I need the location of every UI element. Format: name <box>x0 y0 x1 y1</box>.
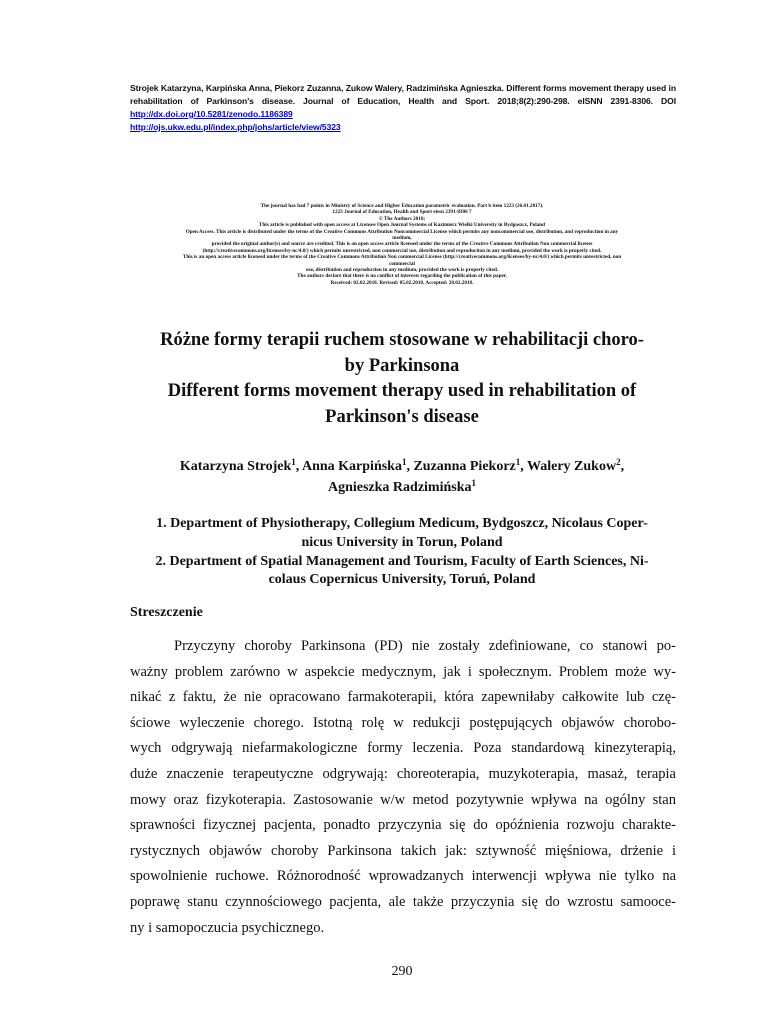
citation-block <box>130 82 676 134</box>
license-line: Open Access. This article is distributed under the terms of the Creative Commons Attribution Noncommercial License which permits any noncommercial use, distribution, and reproduction in any <box>185 228 619 235</box>
license-line: commercial <box>389 260 415 267</box>
author-name: Katarzyna Strojek <box>179 459 292 474</box>
article-url-link[interactable]: http://ojs.ukw.edu.pl/index.php/johs/article/view/5323 <box>130 122 341 132</box>
title-line-english: Different forms movement therapy used in rehabilitation of <box>167 381 637 401</box>
author-separator: , <box>406 459 414 474</box>
abstract-line: sprawności fizycznej pacjenta, ponadto przyczynia się do opóźnienia rozwoju charakte- <box>130 817 676 834</box>
author-list <box>128 456 676 498</box>
abstract-line: nikać z faktu, że nie opracowano farmakoterapii, która zapewniłaby całkowite lub czę- <box>130 689 676 706</box>
author-name: Agnieszka Radzimińska <box>327 480 472 495</box>
paper-title <box>128 328 676 430</box>
affiliation-line: 2. Department of Spatial Management and Tourism, Faculty of Earth Sciences, Ni- <box>155 553 649 569</box>
title-line-polish: Różne formy terapii ruchem stosowane w rehabilitacji choro- <box>160 330 644 350</box>
license-line: provided the original author(s) and source are credited. This is an open access article licensed under the terms of the Creative Commons Attribution Non commercial license <box>211 241 593 248</box>
affiliation-marker: 1 <box>291 457 296 467</box>
license-line: Received: 02.02.2018. Revised: 05.02.2018. Accepted: 28.02.2018. <box>330 279 474 286</box>
author-name: Walery Zukow <box>527 459 617 474</box>
author-separator: , <box>520 459 527 474</box>
affiliation-marker: 2 <box>616 457 621 467</box>
affiliation-line: nicus University in Torun, Poland <box>301 534 503 550</box>
abstract-line: ny i samopoczucia psychicznego. <box>130 919 325 936</box>
author-name: Anna Karpińska <box>301 459 402 474</box>
affiliation-line: colaus Copernicus University, Toruń, Poland <box>268 572 536 588</box>
abstract-line: rystycznych objawów choroby Parkinsona takich jak: sztywność mięśniowa, drżenie i <box>130 842 676 859</box>
license-line: medium, <box>392 235 412 242</box>
license-line: The authors declare that there is no conflict of interests regarding the publication of this paper. <box>297 273 507 280</box>
author-name: Zuzanna Piekorz <box>413 459 516 474</box>
abstract-line: duże znaczenie terapeutyczne odgrywają: choreoterapia, muzykoterapia, masaż, terapia <box>130 765 676 782</box>
affiliation-line: 1. Department of Physiotherapy, Collegium Medicum, Bydgoszcz, Nicolaus Coper- <box>156 516 648 531</box>
abstract-heading: Streszczenie <box>130 605 203 620</box>
license-line: © The Authors 2018; <box>378 215 426 222</box>
affiliation-marker: 1 <box>515 457 521 467</box>
affiliation-marker: 1 <box>471 478 477 488</box>
license-line: use, distribution and reproduction in any medium, provided the work is properly cited. <box>305 267 499 274</box>
abstract-line: wych odgrywają niefarmakologiczne formy leczenia. Poza standardową kinezyterapią, <box>130 740 676 757</box>
license-line: This article is published with open access at Licensee Open Journal Systems of Kazimierz Wielki University in Bydgoszcz, Poland <box>258 222 546 229</box>
page-number: 290 <box>391 964 413 979</box>
author-line <box>128 456 676 477</box>
affiliation-marker: 1 <box>401 457 407 467</box>
license-line: (http://creativecommons.org/licenses/by-nc/4.0/) which permits unrestricted, non commercial use, distribution and reproduction in any medium, provided the work is properly cited. <box>202 247 602 254</box>
affiliations <box>128 515 676 590</box>
license-line: 1223 Journal of Education, Health and Sport eissn 2391-8306 7 <box>332 209 472 216</box>
license-line: This is an open access article licensed under the terms of the Creative Commons Attribution Non commercial License (http://creativecommons.org/licenses/by-nc/4.0/) which permits unrestricted, non <box>182 254 622 261</box>
license-line: The journal has had 7 points in Ministry of Science and Higher Education parametric evaluation. Part b item 1223 (26.01.2017). <box>260 203 544 209</box>
author-separator: , <box>620 459 625 474</box>
title-line-polish: by Parkinsona <box>344 355 460 376</box>
abstract-line: Przyczyny choroby Parkinsona (PD) nie zostały zdefiniowane, co stanowi po- <box>174 638 676 654</box>
abstract-line: ściowe wyleczenie chorego. Istotną rolę w redukcji postępujących objawów chorobo- <box>130 714 676 731</box>
license-notice <box>128 203 676 286</box>
citation-text: Strojek Katarzyna, Karpińska Anna, Piekorz Zuzanna, Zukow Walery, Radzimińska Agnieszka. Different forms movement therapy used in rehabilitation of Parkinson's disease. Journal of Education, Health and Sport. 2018;8(2):290-298. eISNN 2391-8306. DOI <box>130 83 676 106</box>
author-line <box>128 477 676 498</box>
abstract-line: poprawę stanu czynnościowego pacjenta, ale także przyczynia się do wzrostu samooce- <box>130 893 676 910</box>
abstract-line: spowolnienie ruchowe. Różnorodność wprowadzanych interwencji wpływa nie tylko na <box>130 868 676 885</box>
doi-link[interactable]: http://dx.doi.org/10.5281/zenodo.1186389 <box>130 109 293 119</box>
abstract-line: ważny problem zarówno w aspekcie medycznym, jak i społecznym. Problem może wy- <box>130 663 676 680</box>
abstract-line: mowy oraz fizykoterapia. Zastosowanie w/w metod pozytywnie wpływa na ogólny stan <box>130 791 676 808</box>
title-line-english: Parkinson's disease <box>325 406 479 427</box>
author-separator: , <box>295 459 302 474</box>
abstract-body <box>130 634 676 941</box>
